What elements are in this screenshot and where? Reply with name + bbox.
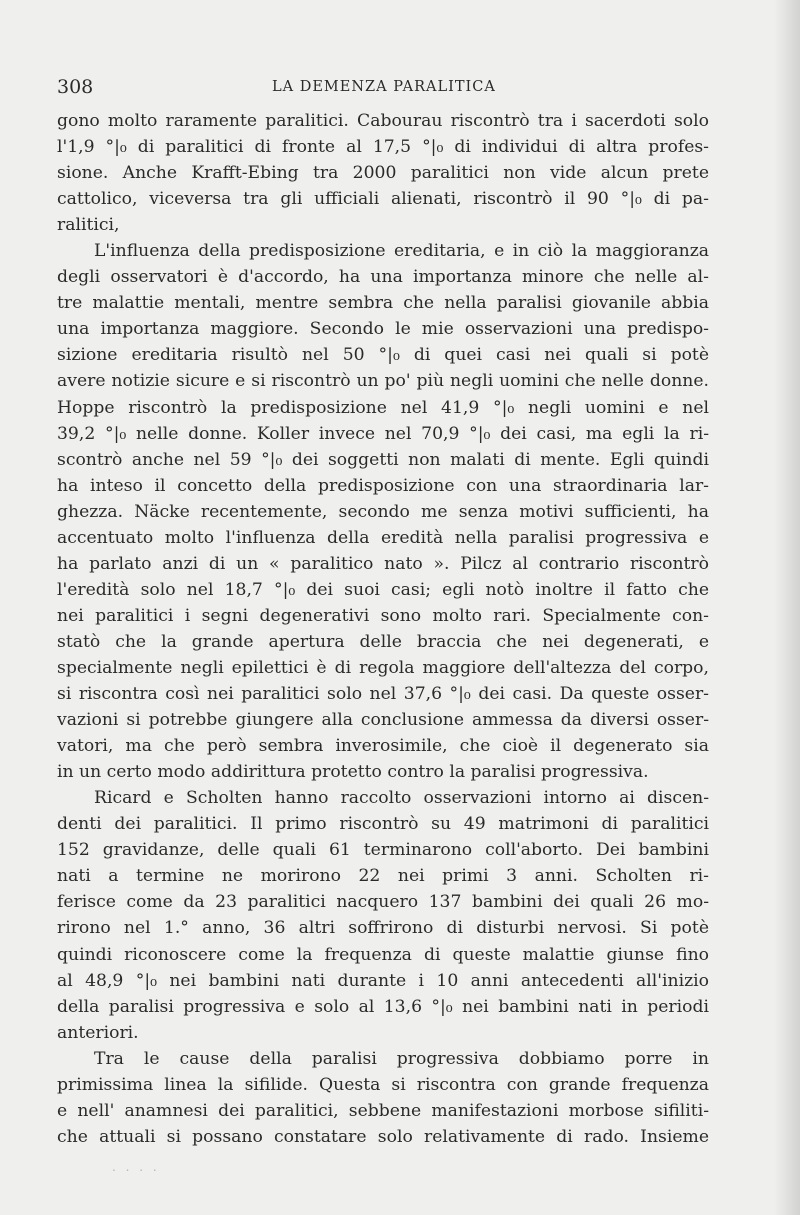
text-line: si riscontra così nei paralitici solo nel 37,6 °|₀ dei casi. Da queste osser- [57,684,709,705]
bleed-through-mark: . . . . [112,1160,160,1174]
text-line: rirono nel 1.° anno, 36 altri soffrirono di disturbi nervosi. Si potè [57,918,709,939]
text-line: sizione ereditaria risultò nel 50 °|₀ di quei casi nei quali si potè [57,345,709,366]
text-line: nati a termine ne morirono 22 nei primi 3 anni. Scholten ri- [57,866,709,887]
text-line: anteriori. [57,1022,139,1043]
text-line: una importanza maggiore. Secondo le mie osservazioni una predispo- [57,319,709,340]
text-line: 152 gravidanze, delle quali 61 terminarono coll'aborto. Dei bambini [57,840,709,861]
text-line: ghezza. Näcke recentemente, secondo me senza motivi sufficienti, ha [57,501,709,522]
text-line: sione. Anche Krafft-Ebing tra 2000 paralitici non vide alcun prete [57,163,709,184]
text-line: accentuato molto l'influenza della eredità nella paralisi progressiva e [57,527,709,548]
text-line: primissima linea la sifilide. Questa si riscontra con grande frequenza [57,1074,709,1095]
text-line: della paralisi progressiva e solo al 13,6 °|₀ nei bambini nati in periodi [57,996,709,1017]
text-line: L'influenza della predisposizione ereditaria, e in ciò la maggioranza [94,241,709,262]
text-line: nei paralitici i segni degenerativi sono molto rari. Specialmente con- [57,605,709,626]
page-edge-shadow [774,0,800,1215]
text-line: Hoppe riscontrò la predisposizione nel 41,9 °|₀ negli uomini e nel [57,397,709,418]
page-header [57,72,707,102]
body-text [57,108,709,1150]
text-line: vazioni si potrebbe giungere alla conclusione ammessa da diversi osser- [57,710,709,731]
text-line: al 48,9 °|₀ nei bambini nati durante i 10 anni antecedenti all'inizio [57,970,709,991]
text-line: vatori, ma che però sembra inverosimile, che cioè il degenerato sia [57,736,709,757]
text-line: ha inteso il concetto della predisposizione con una straordinaria lar- [57,475,709,496]
text-line: denti dei paralitici. Il primo riscontrò su 49 matrimoni di paralitici [57,814,709,835]
text-line: l'eredità solo nel 18,7 °|₀ dei suoi casi; egli notò inoltre il fatto che [57,579,709,600]
text-line: statò che la grande apertura delle braccia che nei degenerati, e [57,631,709,652]
text-line: l'1,9 °|₀ di paralitici di fronte al 17,5 °|₀ di individui di altra profes- [57,137,709,158]
text-line: ferisce come da 23 paralitici nacquero 137 bambini dei quali 26 mo- [57,892,709,913]
text-line: degli osservatori è d'accordo, ha una importanza minore che nelle al- [57,267,709,288]
text-line: scontrò anche nel 59 °|₀ dei soggetti non malati di mente. Egli quindi [57,449,709,470]
text-line: che attuali si possano constatare solo relativamente di rado. Insieme [57,1126,709,1147]
text-line: gono molto raramente paralitici. Cabourau riscontrò tra i sacerdoti solo [57,111,709,131]
text-line: 39,2 °|₀ nelle donne. Koller invece nel 70,9 °|₀ dei casi, ma egli la ri- [57,423,709,444]
running-title: LA DEMENZA PARALITICA [272,79,496,95]
text-line: ralitici, [57,215,120,236]
text-line: tre malattie mentali, mentre sembra che nella paralisi giovanile abbia [57,293,709,314]
text-line: ha parlato anzi di un « paralitico nato ». Pilcz al contrario riscontrò [57,553,709,574]
text-line: e nell' anamnesi dei paralitici, sebbene manifestazioni morbose sifiliti- [57,1100,709,1121]
text-line: avere notizie sicure e si riscontrò un po' più negli uomini che nelle donne. [57,371,709,392]
text-line: specialmente negli epilettici è di regola maggiore dell'altezza del corpo, [57,657,709,678]
page-number: 308 [57,76,94,98]
text-line: quindi riconoscere come la frequenza di queste malattie giunse fino [57,944,709,965]
text-line: Ricard e Scholten hanno raccolto osservazioni intorno ai discen- [94,788,709,809]
text-line: Tra le cause della paralisi progressiva dobbiamo porre in [94,1048,709,1069]
text-line: in un certo modo addirittura protetto contro la paralisi progressiva. [57,762,649,783]
text-line: cattolico, viceversa tra gli ufficiali alienati, riscontrò il 90 °|₀ di pa- [57,189,709,210]
